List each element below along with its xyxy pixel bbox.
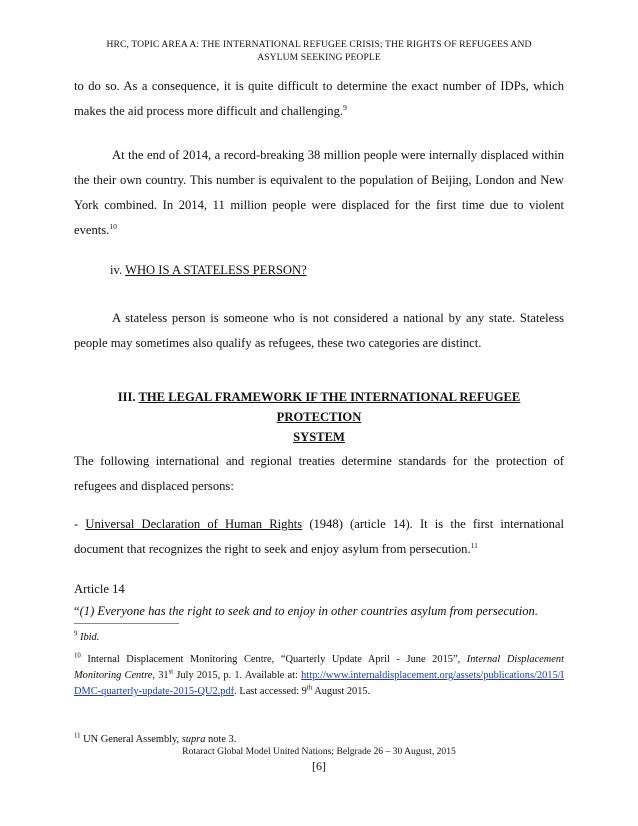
paragraph-displacement-2014: At the end of 2014, a record-breaking 38 million people were internally displaced within the their own country. This number is equivalent to the population of Beijing, London and New York combined. In 2014, 11 million people were displaced for the first time due to violent events.$^{10}$ <box>74 148 564 237</box>
subheading-title: WHO IS A STATELESS PERSON? <box>125 263 307 277</box>
footnote-ref-9[interactable]: 9 <box>343 102 347 112</box>
article-14-title: Article 14 <box>74 582 125 596</box>
paragraph-idp-count: to do so. As a consequence, it is quite difficult to determine the exact number of IDPs, which makes the aid process more difficult and challenging.$^9$ <box>74 79 564 118</box>
footnote-ref-10[interactable]: 10 <box>109 221 117 231</box>
section-number: III. <box>117 390 136 404</box>
paragraph-stateless-definition: A stateless person is someone who is not considered a national by any state. Stateless people may sometimes also qualify as refugees, these two categories are distinct. <box>74 311 564 350</box>
running-header <box>60 38 578 64</box>
paragraph-udhr: - Universal Declaration of Human Rights (1948) (article 14). It is the first international document that recognizes the right to seek and enjoy asylum from persecution.$^{11}$ <box>74 517 565 556</box>
footnote-10: $^{10}$ Internal Displacement Monitoring Centre, “Quarterly Update April - June 2015”, Internal Displacement Monitoring Centre, 31st July 2015, p. 1. Available at: http://www.internaldisplacement.org/assets/publications/2015/IDMC-quarterly-update-2015-QU2.pdf. Last accessed: 9th August 2015. <box>74 652 565 697</box>
udhr-link[interactable]: Universal Declaration of Human Rights <box>85 517 303 531</box>
section-title-line-1: THE LEGAL FRAMEWORK IF THE INTERNATIONAL REFUGEE PROTECTION <box>138 390 521 424</box>
page-number: [6] <box>312 759 326 773</box>
header-line-2: ASYLUM SEEKING PEOPLE <box>257 52 381 63</box>
footnote-11: $^{11}$ UN General Assembly, supra note 3. <box>74 732 237 745</box>
footnote-separator <box>74 623 179 624</box>
idmc-report-link[interactable]: http://www.internaldisplacement.org/assets/publications/2015/IDMC-quarterly-update-2015-QU2.pdf <box>74 670 565 697</box>
subheading-number: iv. <box>110 263 123 277</box>
section-heading-legal-framework <box>74 387 564 447</box>
subheading-stateless <box>110 263 307 278</box>
page-footer: Rotaract Global Model United Nations; Belgrade 26 – 30 August, 2015 <box>182 746 456 757</box>
section-title-line-2: SYSTEM <box>293 430 345 444</box>
paragraph-treaties-intro: The following international and regional treaties determine standards for the protection of refugees and displaced persons: <box>74 454 564 493</box>
header-line-1: HRC, TOPIC AREA A: THE INTERNATIONAL REFUGEE CRISIS; THE RIGHTS OF REFUGEES AND <box>106 39 532 50</box>
article-14-text: “(1) Everyone has the right to seek and to enjoy in other countries asylum from persecution. <box>74 604 539 618</box>
footnote-ref-11[interactable]: 11 <box>470 540 478 550</box>
footnote-9: $^9$ Ibid. <box>74 630 100 643</box>
